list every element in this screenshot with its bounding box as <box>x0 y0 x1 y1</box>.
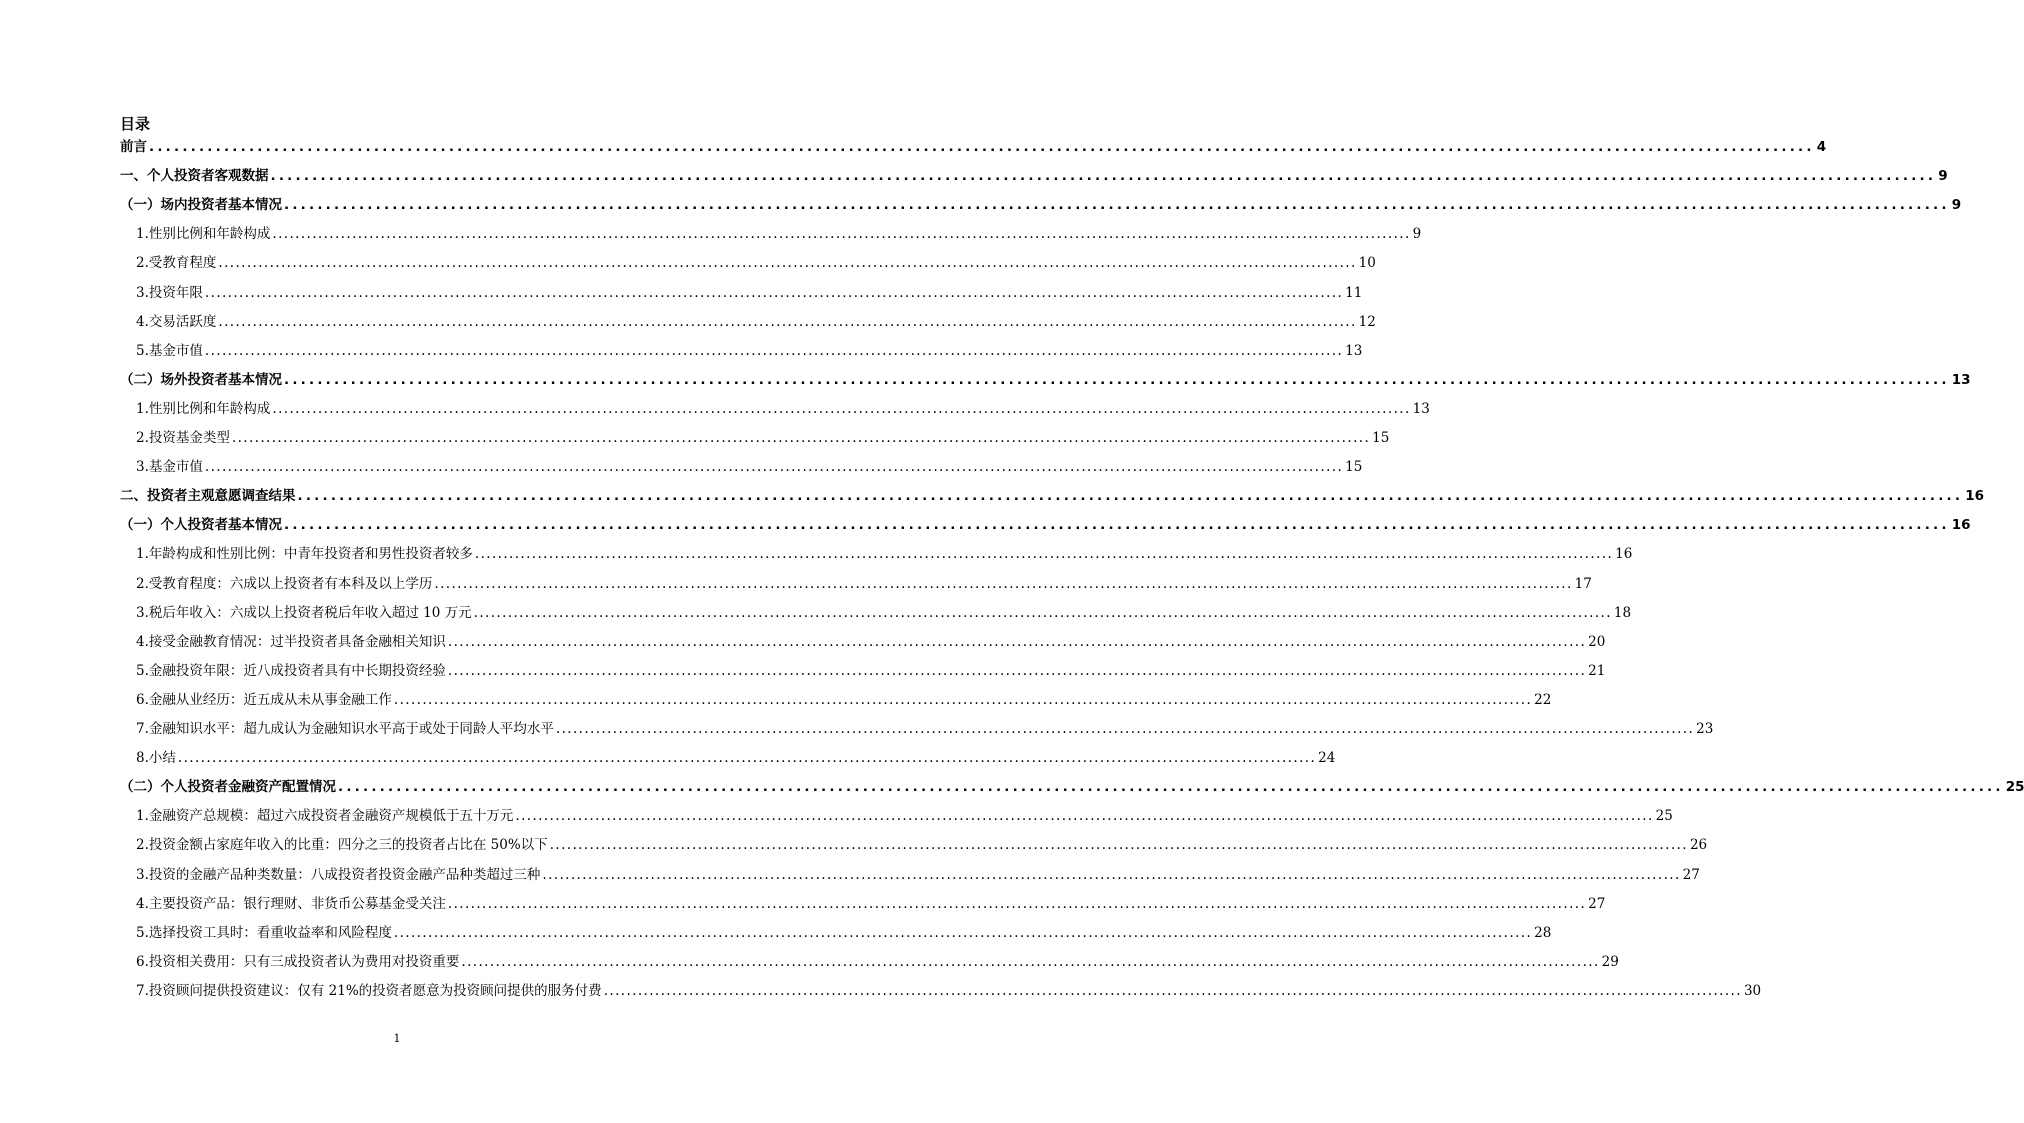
toc-entry-label: 投资顾问提供投资建议：仅有 21%的投资者愿意为投资顾问提供的服务付费 <box>148 982 602 999</box>
toc-entry-item[interactable] <box>136 282 1363 304</box>
toc-entry-label: 二、投资者主观意愿调查结果 <box>120 488 296 505</box>
toc-entry-label: 接受金融教育情况：过半投资者具备金融相关知识 <box>148 633 446 650</box>
toc-entry-page: 25 <box>1655 808 1673 825</box>
toc-leader-dots: ........................................................................................................................................................................................................ <box>603 982 1742 999</box>
toc-entry-number: 2. <box>136 255 149 272</box>
toc-entry-item[interactable] <box>136 573 1592 595</box>
toc-entry-label: 投资金额占家庭年收入的比重：四分之三的投资者占比在 50%以下 <box>148 837 548 854</box>
toc-entry-item[interactable] <box>136 864 1700 886</box>
toc-entry-page: 18 <box>1613 604 1632 621</box>
toc-entry-number: 6. <box>136 953 149 970</box>
toc-entry-number: 6. <box>136 691 149 708</box>
toc-entry-item[interactable] <box>136 980 1762 1002</box>
toc-entry-item[interactable] <box>136 834 1708 856</box>
toc-entry-label: 交易活跃度 <box>148 313 217 330</box>
toc-entry-page: 9 <box>1951 197 1962 214</box>
toc-entry-label: 受教育程度 <box>148 255 217 272</box>
toc-leader-dots: ........................................................................................................................................................................................................ <box>393 924 1533 941</box>
toc-entry-number: 3. <box>136 604 149 621</box>
toc-entry-label: （二）个人投资者金融资产配置情况 <box>120 779 336 796</box>
toc-leader-dots: ........................................................................................................................................................................................................ <box>149 139 1815 155</box>
toc-entry-label: （一）个人投资者基本情况 <box>120 517 282 534</box>
toc-entry-label: 性别比例和年龄构成 <box>148 400 271 417</box>
toc-entry-item[interactable] <box>136 660 1606 682</box>
toc-entry-label: 主要投资产品：银行理财、非货币公募基金受关注 <box>148 895 446 912</box>
toc-entry-number: 1. <box>136 808 149 825</box>
toc-entry-page: 9 <box>1412 226 1422 243</box>
toc-entry-number: 2. <box>136 837 149 854</box>
toc-entry-label: （二）场外投资者基本情况 <box>120 371 282 388</box>
toc-leader-dots: ........................................................................................................................................................................................................ <box>555 721 1695 737</box>
toc-entry-page: 24 <box>1318 750 1336 767</box>
toc-entry-page: 16 <box>1965 488 1984 505</box>
toc-leader-dots: ........................................................................................................................................................................................................ <box>284 371 1950 388</box>
toc-entry-label: 受教育程度：六成以上投资者有本科及以上学历 <box>148 575 433 592</box>
toc-entry-page: 21 <box>1588 662 1606 679</box>
toc-leader-dots: ........................................................................................................................................................................................................ <box>177 750 1317 767</box>
toc-entry-page: 26 <box>1689 837 1708 854</box>
toc-leader-dots: ........................................................................................................................................................................................................ <box>204 342 1344 359</box>
toc-entry-page: 23 <box>1696 721 1714 737</box>
toc-leader-dots: ........................................................................................................................................................................................................ <box>447 633 1587 650</box>
toc-entry-label: 年龄构成和性别比例：中青年投资者和男性投资者较多 <box>148 546 473 563</box>
toc-entry-item[interactable] <box>136 631 1606 653</box>
toc-entry-item[interactable] <box>136 456 1363 478</box>
toc-entry-item[interactable] <box>136 893 1606 915</box>
toc-entry-chapter[interactable] <box>120 485 1984 507</box>
toc-entry-section[interactable] <box>120 369 1971 391</box>
toc-entry-page: 22 <box>1534 691 1552 708</box>
toc-entry-number: 1. <box>136 546 149 563</box>
toc-entry-item[interactable] <box>136 427 1390 449</box>
toc-entry-page: 12 <box>1358 313 1376 330</box>
toc-entry-page: 20 <box>1588 633 1606 650</box>
toc-entry-page: 28 <box>1534 924 1552 941</box>
toc-entry-item[interactable] <box>136 311 1376 333</box>
toc-entry-label: 金融投资年限：近八成投资者具有中长期投资经验 <box>148 662 446 679</box>
toc-entry-number: 7. <box>136 982 149 999</box>
toc-leader-dots: ........................................................................................................................................................................................................ <box>473 604 1612 621</box>
toc-entry-page: 13 <box>1412 400 1430 417</box>
page-number: 1 <box>393 1032 401 1045</box>
toc-entry-label: 投资相关费用：只有三成投资者认为费用对投资重要 <box>148 953 460 970</box>
toc-leader-dots: ........................................................................................................................................................................................................ <box>338 779 2004 796</box>
toc-entry-number: 4. <box>136 895 149 912</box>
toc-entry-item[interactable] <box>136 805 1673 827</box>
toc-entry-page: 25 <box>2005 779 2024 796</box>
toc-entry-label: 选择投资工具时：看重收益率和风险程度 <box>148 924 392 941</box>
toc-entry-item[interactable] <box>136 543 1633 565</box>
toc-entry-page: 16 <box>1615 546 1633 563</box>
toc-entry-item[interactable] <box>136 398 1430 420</box>
toc-entry-item[interactable] <box>136 922 1552 944</box>
toc-entry-label: 金融资产总规模：超过六成投资者金融资产规模低于五十万元 <box>148 808 514 825</box>
toc-leader-dots: ........................................................................................................................................................................................................ <box>218 313 1357 330</box>
toc-entry-number: 5. <box>136 662 149 679</box>
toc-leader-dots: ........................................................................................................................................................................................................ <box>461 953 1600 970</box>
toc-entry-label: 投资基金类型 <box>148 430 230 446</box>
toc-leader-dots: ........................................................................................................................................................................................................ <box>393 691 1533 708</box>
toc-entry-page: 27 <box>1588 895 1606 912</box>
toc-entry-label: 小结 <box>148 750 176 767</box>
toc-entry-item[interactable] <box>136 252 1376 274</box>
toc-entry-section[interactable] <box>120 514 1971 536</box>
toc-entry-page: 13 <box>1345 342 1363 359</box>
toc-entry-number: 8. <box>136 750 149 767</box>
toc-leader-dots: ........................................................................................................................................................................................................ <box>474 546 1614 563</box>
toc-entry-label: 一、个人投资者客观数据 <box>120 168 269 185</box>
toc-leader-dots: ........................................................................................................................................................................................................ <box>284 197 1950 214</box>
toc-entry-number: 3. <box>136 284 149 301</box>
toc-entry-number: 3. <box>136 459 149 476</box>
toc-entry-page: 9 <box>1938 168 1948 185</box>
toc-leader-dots: ........................................................................................................................................................................................................ <box>549 837 1688 854</box>
toc-entry-page: 29 <box>1601 953 1619 970</box>
toc-entry-item[interactable] <box>136 718 1714 740</box>
toc-entry-item[interactable] <box>136 223 1422 245</box>
toc-entry-label: 投资的金融产品种类数量：八成投资者投资金融产品种类超过三种 <box>148 866 541 883</box>
toc-entry-number: 3. <box>136 866 149 883</box>
toc-entry-item[interactable] <box>136 951 1619 973</box>
toc-entry-number: 7. <box>136 721 149 737</box>
toc-leader-dots: ........................................................................................................................................................................................................ <box>447 895 1587 912</box>
toc-entry-label: 性别比例和年龄构成 <box>148 226 271 243</box>
toc-leader-dots: ........................................................................................................................................................................................................ <box>284 517 1950 534</box>
toc-entry-item[interactable] <box>136 340 1363 362</box>
toc-entry-label: 投资年限 <box>148 284 203 301</box>
toc-entry-label: 基金市值 <box>148 342 203 359</box>
toc-leader-dots: ........................................................................................................................................................................................................ <box>270 168 1937 185</box>
toc-entry-number: 4. <box>136 313 149 330</box>
toc-entry-page: 13 <box>1951 371 1971 388</box>
toc-leader-dots: ........................................................................................................................................................................................................ <box>218 255 1357 272</box>
toc-entry-page: 27 <box>1682 866 1700 883</box>
toc-entry-number: 2. <box>136 575 149 592</box>
toc-entry-chapter[interactable] <box>120 165 1948 187</box>
toc-entry-section[interactable] <box>120 194 1962 216</box>
toc-title: 目录 <box>120 115 151 133</box>
toc-entry-label: 金融知识水平：超九成认为金融知识水平高于或处于同龄人平均水平 <box>148 721 554 737</box>
toc-leader-dots: ........................................................................................................................................................................................................ <box>231 430 1371 446</box>
toc-entry-page: 30 <box>1743 982 1762 999</box>
toc-leader-dots: ........................................................................................................................................................................................................ <box>515 808 1654 825</box>
toc-entry-item[interactable] <box>136 689 1552 711</box>
toc-leader-dots: ........................................................................................................................................................................................................ <box>272 226 1411 243</box>
toc-entry-chapter[interactable] <box>120 136 1827 158</box>
toc-entry-page: 17 <box>1574 575 1592 592</box>
toc-entry-page: 15 <box>1372 430 1390 446</box>
toc-entry-number: 1. <box>136 226 149 243</box>
toc-leader-dots: ........................................................................................................................................................................................................ <box>447 662 1587 679</box>
toc-entry-number: 4. <box>136 633 149 650</box>
toc-entry-number: 5. <box>136 924 149 941</box>
toc-entry-label: 前言 <box>120 139 147 155</box>
toc-entry-page: 4 <box>1816 139 1827 155</box>
toc-entry-number: 2. <box>136 430 149 446</box>
toc-leader-dots: ........................................................................................................................................................................................................ <box>272 400 1411 417</box>
toc-entry-label: （一）场内投资者基本情况 <box>120 197 282 214</box>
toc-entry-page: 16 <box>1951 517 1971 534</box>
toc-entry-number: 5. <box>136 342 149 359</box>
toc-entry-item[interactable] <box>136 747 1336 769</box>
toc-leader-dots: ........................................................................................................................................................................................................ <box>297 488 1964 505</box>
toc-leader-dots: ........................................................................................................................................................................................................ <box>434 575 1573 592</box>
toc-leader-dots: ........................................................................................................................................................................................................ <box>542 866 1681 883</box>
toc-entry-page: 11 <box>1345 284 1363 301</box>
toc-leader-dots: ........................................................................................................................................................................................................ <box>204 459 1344 476</box>
toc-leader-dots: ........................................................................................................................................................................................................ <box>204 284 1344 301</box>
toc-entry-page: 15 <box>1345 459 1363 476</box>
toc-entry-page: 10 <box>1358 255 1376 272</box>
toc-entry-section[interactable] <box>120 776 2024 798</box>
toc-entry-number: 1. <box>136 400 149 417</box>
toc-entry-label: 金融从业经历：近五成从未从事金融工作 <box>148 691 392 708</box>
toc-entry-label: 基金市值 <box>148 459 203 476</box>
toc-entry-item[interactable] <box>136 602 1632 624</box>
toc-entry-label: 税后年收入：六成以上投资者税后年收入超过 10 万元 <box>148 604 472 621</box>
